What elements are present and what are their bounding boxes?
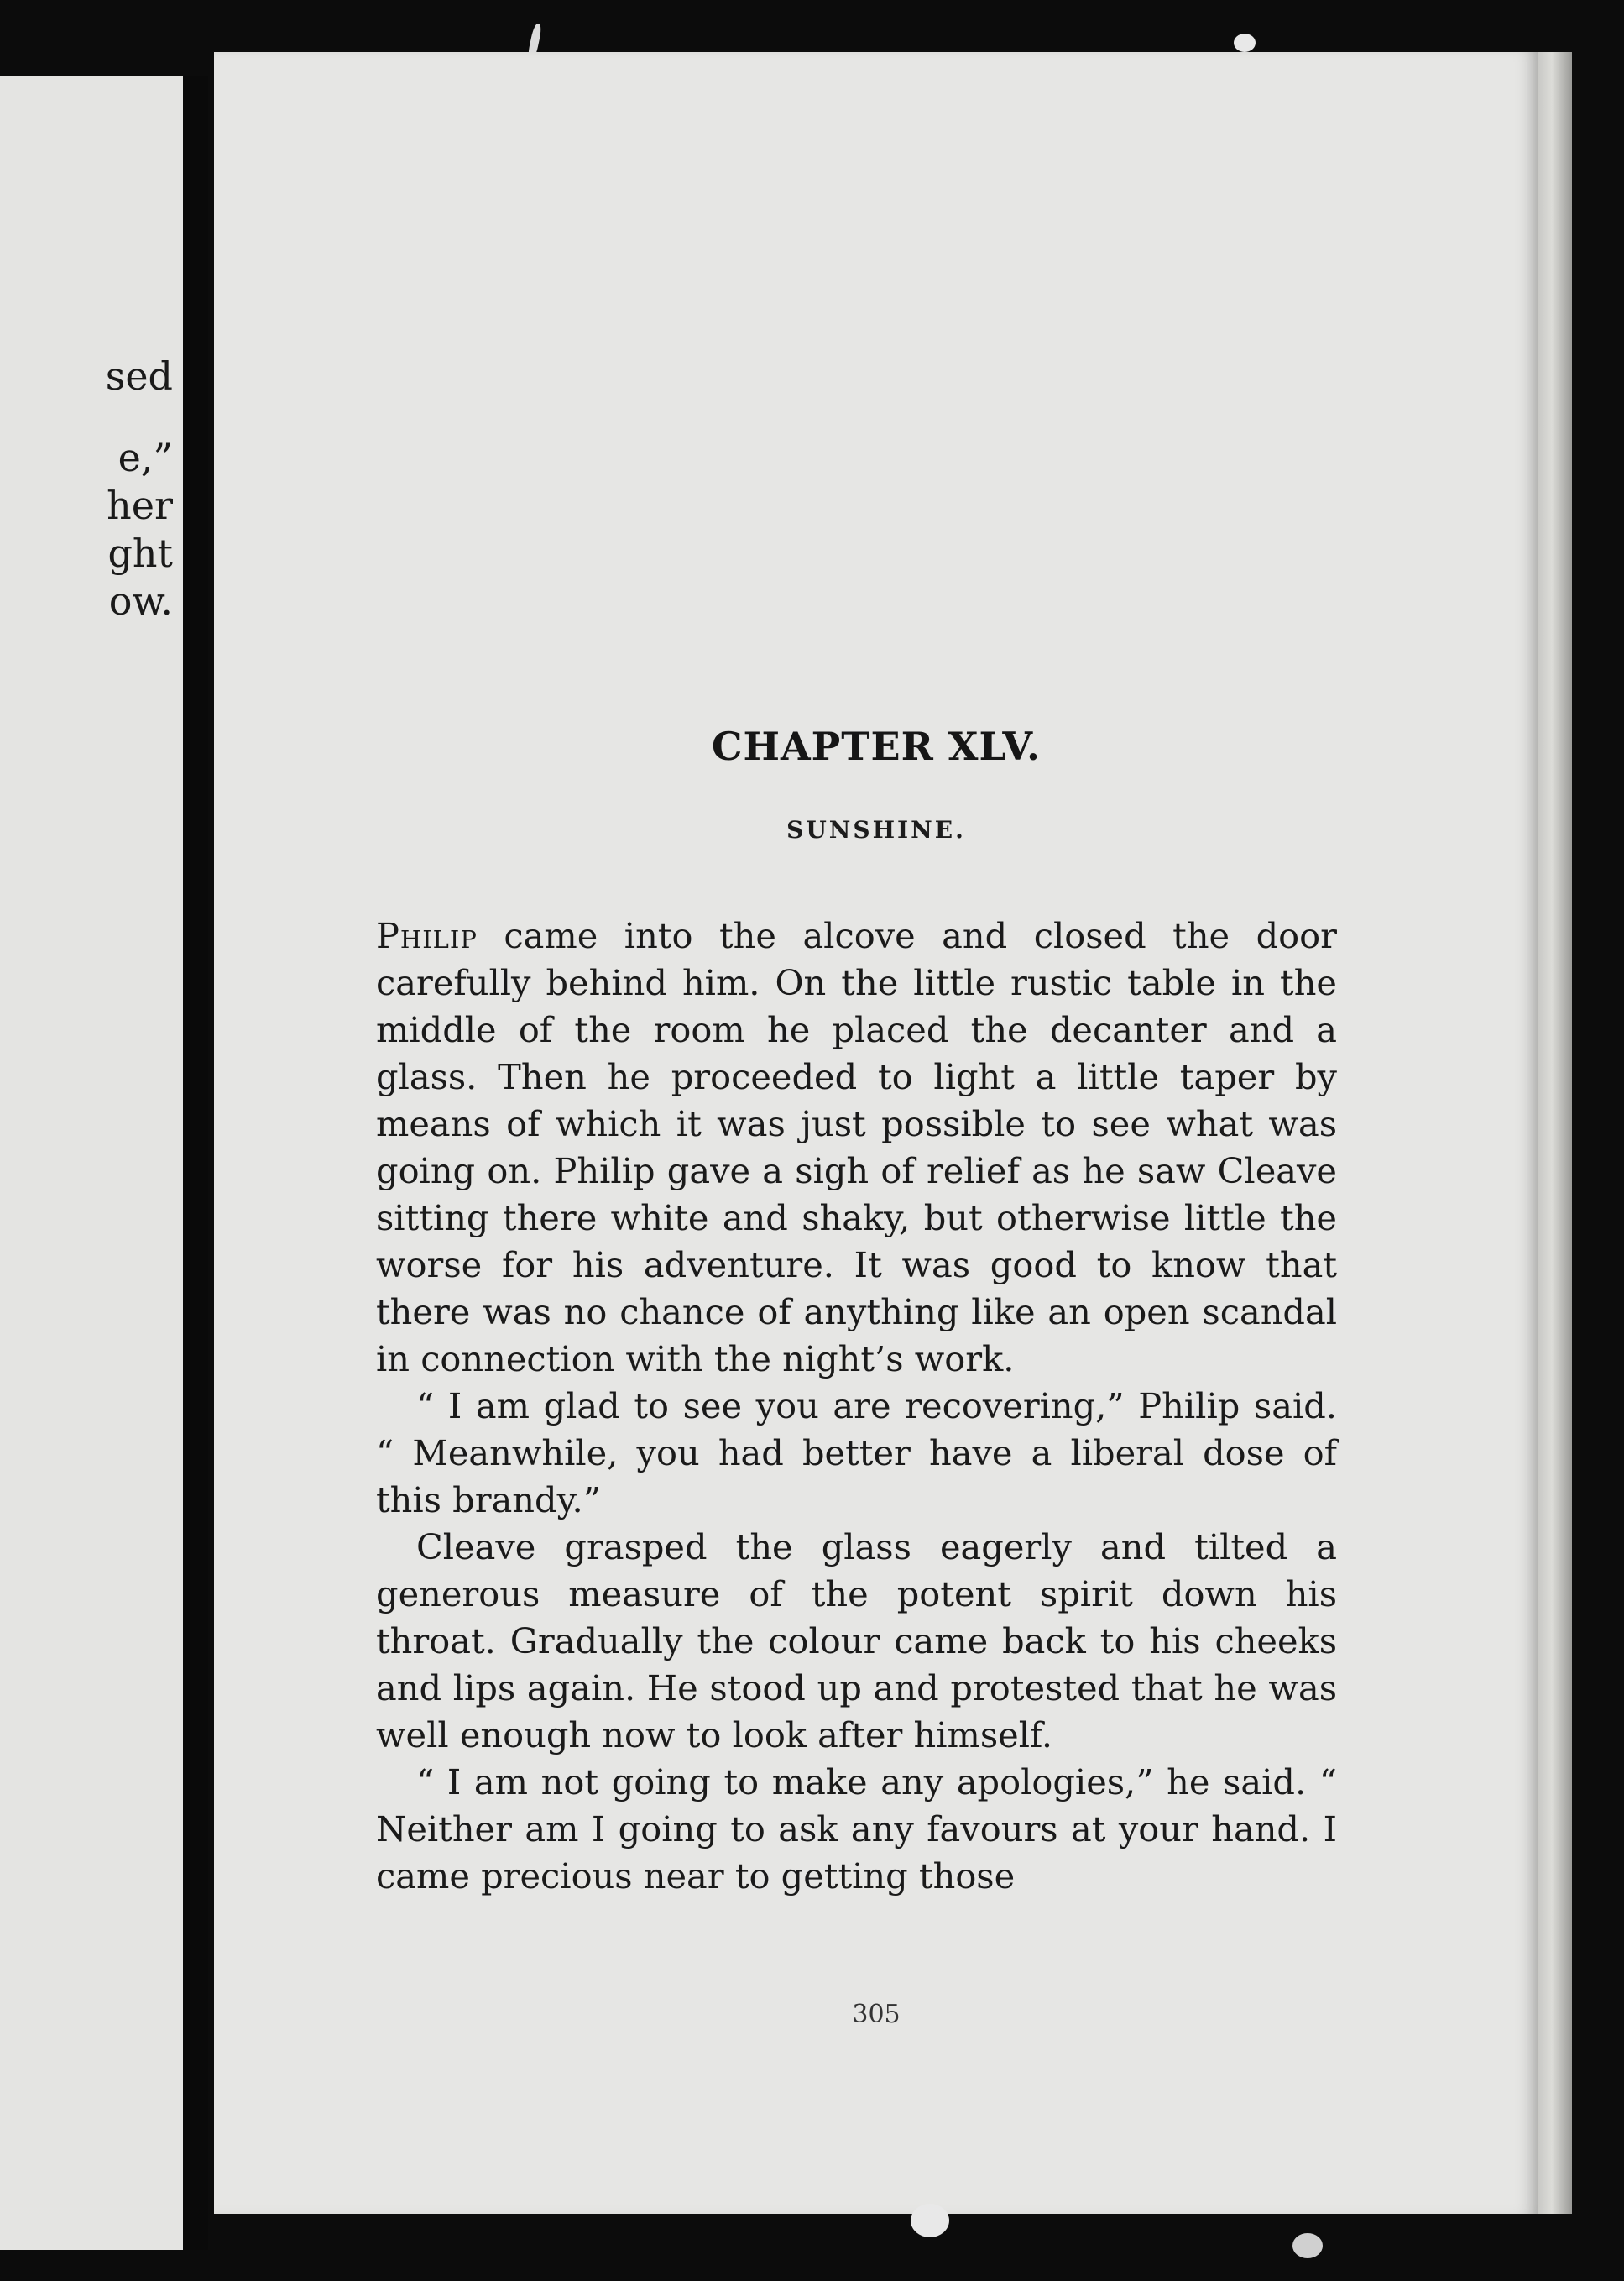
paragraph xyxy=(376,1383,1337,1524)
left-fragment: her xyxy=(107,483,173,528)
chapter-body xyxy=(376,913,1337,1900)
left-fragment: ow. xyxy=(108,578,173,624)
page-edge xyxy=(1538,52,1572,2214)
scan-artifact-blot xyxy=(1234,34,1256,52)
chapter-subtitle: SUNSHINE. xyxy=(786,816,966,844)
paragraph xyxy=(376,913,1337,1383)
scan-artifact-blot xyxy=(1292,2233,1323,2258)
page-number: 305 xyxy=(852,2000,901,2029)
paragraph xyxy=(376,1759,1337,1900)
left-fragment: sed xyxy=(105,353,173,399)
paragraph-lead-word: Philip xyxy=(376,915,478,956)
left-fragment: e,” xyxy=(117,435,173,480)
chapter-title: CHAPTER XLV. xyxy=(711,724,1042,769)
right-page xyxy=(214,52,1538,2214)
paragraph xyxy=(376,1524,1337,1759)
scan-artifact-blot xyxy=(911,2204,949,2237)
left-fragment: ght xyxy=(107,531,173,576)
paragraph-text: Cleave grasped the glass eagerly and tilted a generous measure of the potent spirit down his throat. Gradually the colour came back to his cheeks and lips again. He stood up and protested that he was well enough now to look after himself. xyxy=(376,1526,1337,1755)
paragraph-text: came into the alcove and closed the door carefully behind him. On the little rustic table in the middle of the room he placed the decanter and a glass. Then he proceeded to light a little taper by means of which it was just possible to see what was going on. Philip gave a sigh of relief as he saw Cleave sitting there white and shaky, but otherwise little the worse for his adventure. It was good to know that there was no chance of anything like an open scandal in connection with the night’s work. xyxy=(376,915,1337,1379)
paragraph-text: “ I am glad to see you are recovering,” Philip said. “ Meanwhile, you had better have a liberal dose of this brandy.” xyxy=(376,1385,1337,1520)
book-gutter xyxy=(183,76,208,2250)
left-facing-page xyxy=(0,76,183,2250)
left-page-text-fragments xyxy=(106,353,173,625)
paragraph-text: “ I am not going to make any apologies,” he said. “ Neither am I going to ask any favours at your hand. I came precious near to getting those xyxy=(376,1761,1337,1896)
